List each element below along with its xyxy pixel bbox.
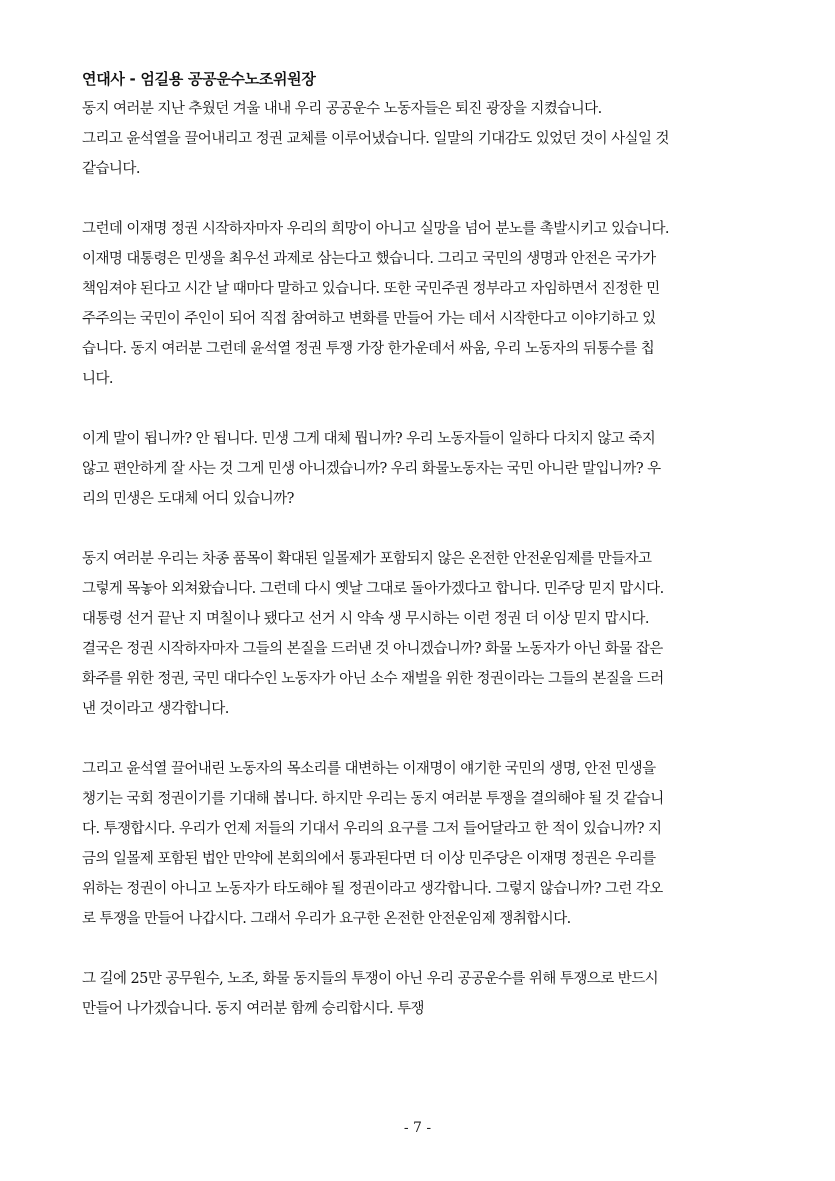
text-line: 책임져야 된다고 시간 날 때마다 말하고 있습니다. 또한 국민주권 정부라고 자임하면서 진정한 민 <box>82 281 660 297</box>
text-line: 동지 여러분 지난 추웠던 겨울 내내 우리 공공운수 노동자들은 퇴진 광장을 지켰습니다. <box>82 101 602 117</box>
text-line: 대통령 선거 끝난 지 며칠이나 됐다고 선거 시 약속 생 무시하는 이런 정권 더 이상 믿지 맙시다. <box>82 611 649 627</box>
text-line: 만들어 나가겠습니다. 동지 여러분 함께 승리합시다. 투쟁 <box>82 1001 424 1017</box>
text-line: 낸 것이라고 생각합니다. <box>82 701 229 717</box>
text-line: 같습니다. <box>82 161 140 177</box>
paragraph-container <box>82 94 757 1024</box>
text-line: 이재명 대통령은 민생을 최우선 과제로 삼는다고 했습니다. 그리고 국민의 생명과 안전은 국가가 <box>82 251 656 267</box>
text-line: 그리고 윤석열 끌어내린 노동자의 목소리를 대변하는 이재명이 얘기한 국민의 생명, 안전 민생을 <box>82 761 656 777</box>
text-line: 그 길에 25만 공무원수, 노조, 화물 동지들의 투쟁이 아닌 우리 공공운수를 위해 투쟁으로 반드시 <box>82 971 659 987</box>
document-body <box>82 64 757 1054</box>
paragraph <box>82 754 757 934</box>
paragraph <box>82 964 757 1024</box>
text-line: 결국은 정권 시작하자마자 그들의 본질을 드러낸 것 아니겠습니까? 화물 노동자가 아닌 화물 잡은 <box>82 641 663 657</box>
text-line: 로 투쟁을 만들어 나갑시다. 그래서 우리가 요구한 온전한 안전운임제 쟁취합시다. <box>82 911 571 927</box>
text-line: 챙기는 국회 정권이기를 기대해 봅니다. 하지만 우리는 동지 여러분 투쟁을 결의해야 될 것 같습니 <box>82 791 664 807</box>
text-line: 습니다. 동지 여러분 그런데 윤석열 정권 투쟁 가장 한가운데서 싸움, 우리 노동자의 뒤통수를 칩 <box>82 341 655 357</box>
paragraph <box>82 94 757 184</box>
text-line: 않고 편안하게 잘 사는 것 그게 민생 아니겠습니까? 우리 화물노동자는 국민 아니란 말입니까? 우 <box>82 461 661 477</box>
text-line: 다. 투쟁합시다. 우리가 언제 저들의 기대서 우리의 요구를 그저 들어달라고 한 적이 있습니까? 지 <box>82 821 662 837</box>
section-heading: 연대사 - 엄길용 공공운수노조위원장 <box>82 70 316 88</box>
text-line: 리의 민생은 도대체 어디 있습니까? <box>82 491 294 507</box>
text-line: 금의 일몰제 포함된 법안 만약에 본회의에서 통과된다면 더 이상 민주당은 이재명 정권은 우리를 <box>82 851 656 867</box>
paragraph <box>82 544 757 724</box>
text-line: 화주를 위한 정권, 국민 대다수인 노동자가 아닌 소수 재벌을 위한 정권이라는 그들의 본질을 드러 <box>82 671 664 687</box>
text-line: 니다. <box>82 371 113 387</box>
text-line: 그리고 윤석열을 끌어내리고 정권 교체를 이루어냈습니다. 일말의 기대감도 있었던 것이 사실일 것 <box>82 131 669 147</box>
page-number: - 7 - <box>403 1120 432 1136</box>
text-line: 그렇게 목놓아 외쳐왔습니다. 그런데 다시 옛날 그대로 돌아가겠다고 합니다. 민주당 믿지 맙시다. <box>82 581 664 597</box>
paragraph <box>82 214 757 394</box>
text-line: 위하는 정권이 아니고 노동자가 타도해야 될 정권이라고 생각합니다. 그렇지 않습니까? 그런 각오 <box>82 881 663 897</box>
text-line: 주주의는 국민이 주인이 되어 직접 참여하고 변화를 만들어 가는 데서 시작한다고 이야기하고 있 <box>82 311 656 327</box>
text-line: 동지 여러분 우리는 차종 품목이 확대된 일몰제가 포함되지 않은 온전한 안전운임제를 만들자고 <box>82 551 652 567</box>
paragraph <box>82 424 757 514</box>
text-line: 그런데 이재명 정권 시작하자마자 우리의 희망이 아니고 실망을 넘어 분노를 촉발시키고 있습니다. <box>82 221 669 237</box>
text-line: 이게 말이 됩니까? 안 됩니다. 민생 그게 대체 뭡니까? 우리 노동자들이 일하다 다치지 않고 죽지 <box>82 431 656 447</box>
